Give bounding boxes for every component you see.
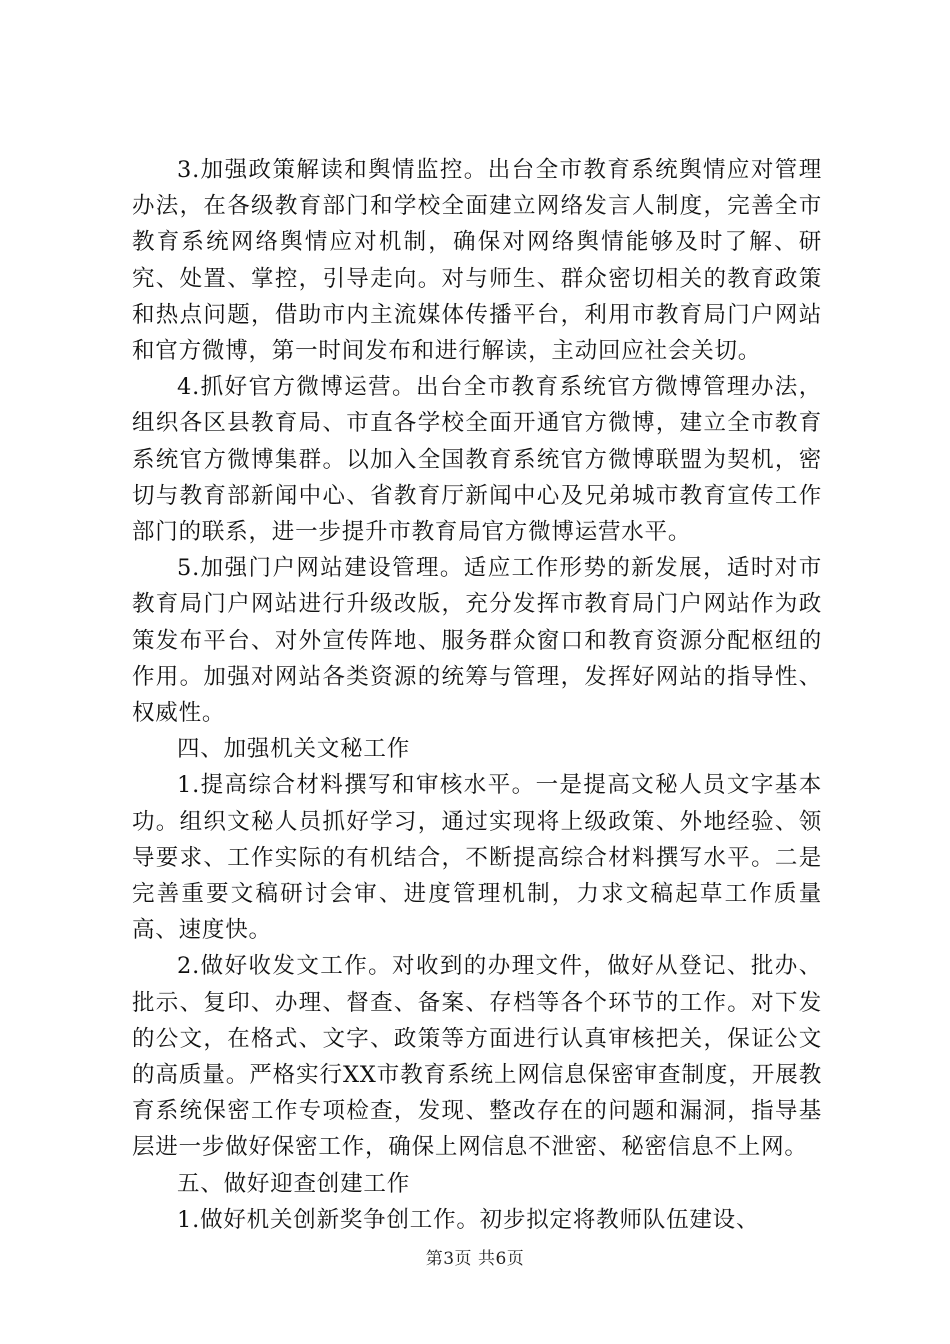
section-heading-inspection: 五、做好迎查创建工作: [177, 1170, 411, 1197]
paragraph-official-weibo: 4.抓好官方微博运营。出台全市教育系统官方微博管理办法，组织各区县教育局、市直各学校全面开通官方微博，建立全市教育系统官方微博集群。以加入全国教育系统官方微博联盟为契机，密切与教育部新闻中心、省教育厅新闻中心及兄弟城市教育宣传工作部门的联系，进一步提升市教育局官方微博运营水平。: [132, 374, 822, 546]
paragraph-material-writing: 1.提高综合材料撰写和审核水平。一是提高文秘人员文字基本功。组织文秘人员抓好学习，通过实现将上级政策、外地经验、领导要求、工作实际的有机结合，不断提高综合材料撰写水平。二是完善重要文稿研讨会审、进度管理机制，力求文稿起草工作质量高、速度快。: [132, 772, 822, 944]
document-body: [132, 152, 822, 1238]
page-number-footer: 第3页 共6页: [425, 1249, 525, 1269]
paragraph-policy-interpretation: 3.加强政策解读和舆情监控。出台全市教育系统舆情应对管理办法，在各级教育部门和学校全面建立网络发言人制度，完善全市教育系统网络舆情应对机制，确保对网络舆情能够及时了解、研究、处置、掌控，引导走向。对与师生、群众密切相关的教育政策和热点问题，借助市内主流媒体传播平台，利用市教育局门户网站和官方微博，第一时间发布和进行解读，主动回应社会关切。: [132, 157, 822, 365]
paragraph-innovation-award: 1.做好机关创新奖争创工作。初步拟定将教师队伍建设、: [177, 1206, 760, 1233]
paragraph-portal-website: 5.加强门户网站建设管理。适应工作形势的新发展，适时对市教育局门户网站进行升级改版，充分发挥市教育局门户网站作为政策发布平台、对外宣传阵地、服务群众窗口和教育资源分配枢纽的作用。加强对网站各类资源的统筹与管理，发挥好网站的指导性、权威性。: [132, 555, 822, 727]
section-heading-secretarial: 四、加强机关文秘工作: [177, 736, 411, 763]
paragraph-document-handling: 2.做好收发文工作。对收到的办理文件，做好从登记、批办、批示、复印、办理、督查、备案、存档等各个环节的工作。对下发的公文，在格式、文字、政策等方面进行认真审核把关，保证公文的高质量。严格实行XX市教育系统上网信息保密审查制度，开展教育系统保密工作专项检查，发现、整改存在的问题和漏洞，指导基层进一步做好保密工作，确保上网信息不泄密、秘密信息不上网。: [132, 953, 822, 1161]
